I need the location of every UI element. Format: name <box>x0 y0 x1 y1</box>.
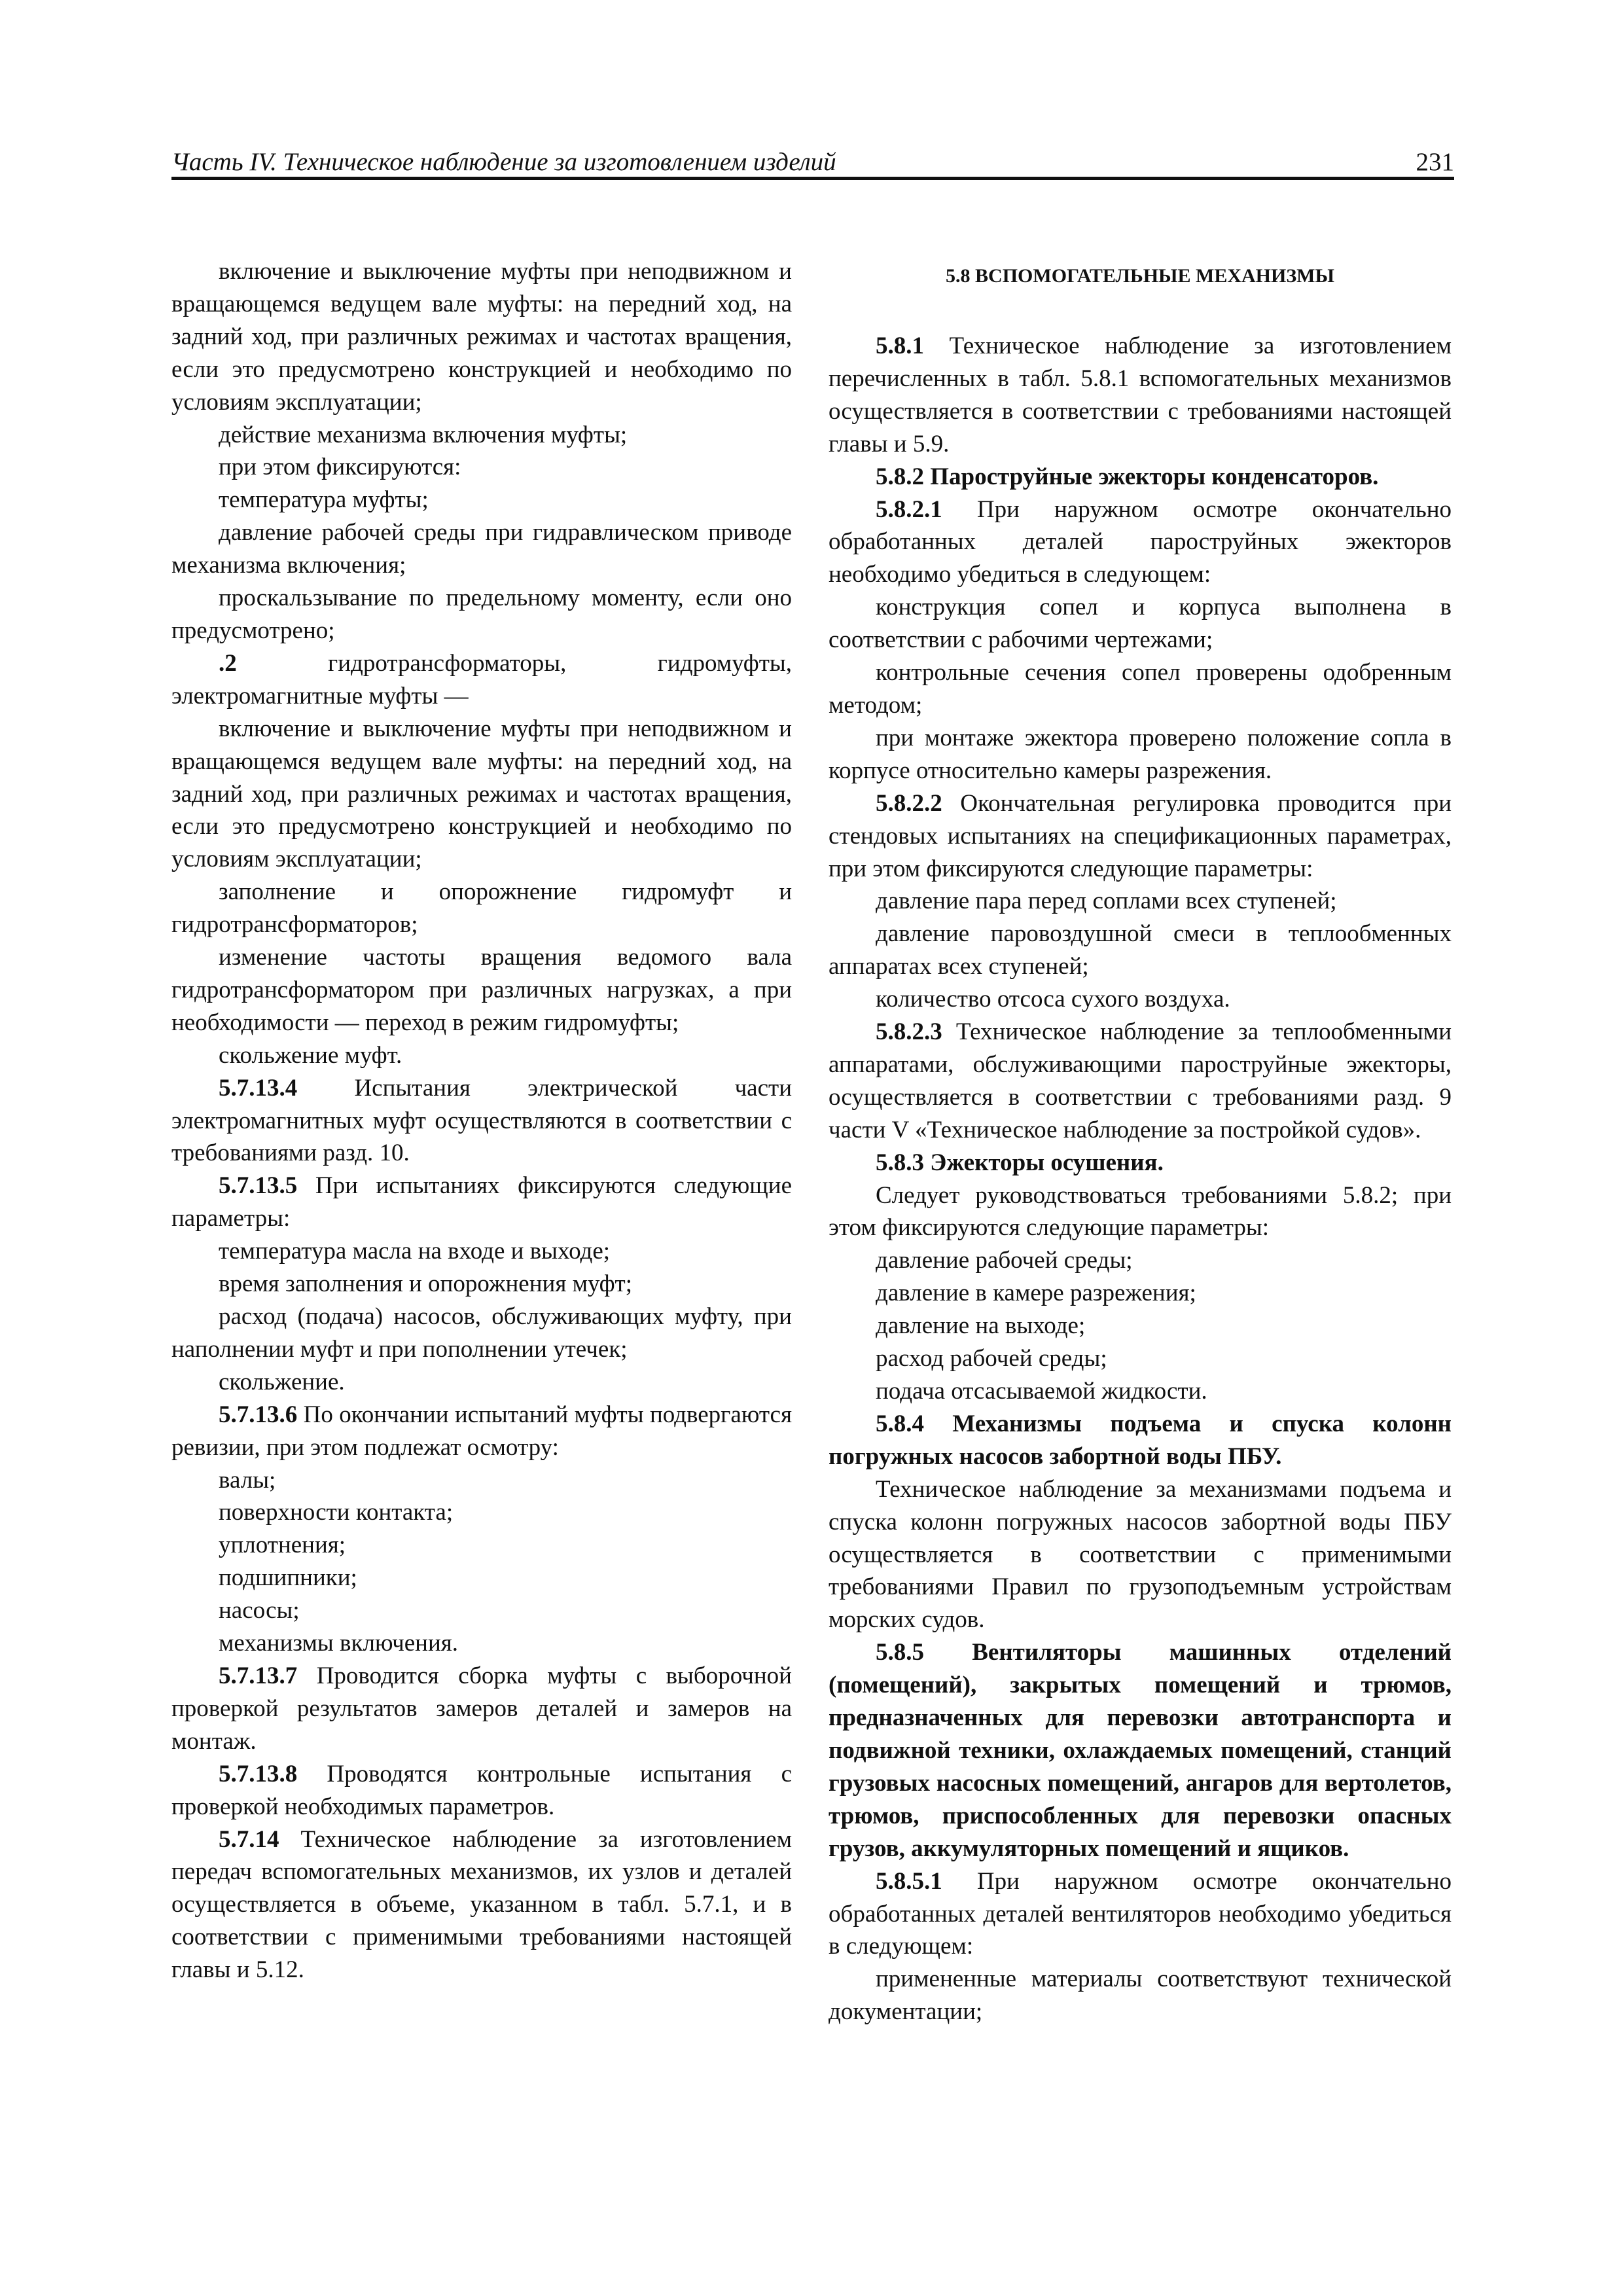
paragraph: Техническое наблюдение за механизмами подъема и спуска колонн погружных насосов забортной воды ПБУ осуществляется в соответствии с применимыми требованиями Правил по грузоподъемным устройствам морских судов. <box>829 1475 1452 1634</box>
page-number: 231 <box>1416 148 1454 176</box>
clause-number: 5.8.2.1 <box>876 495 942 523</box>
clause-number: 5.7.13.8 <box>219 1760 298 1787</box>
paragraph <box>829 1865 1452 1964</box>
paragraph: проскальзывание по предельному моменту, если оно предусмотрено; <box>171 584 792 644</box>
paragraph: уплотнения; <box>219 1532 346 1559</box>
clause-number: 5.7.14 <box>219 1825 279 1853</box>
paragraph <box>171 1660 792 1758</box>
clause-text: Техническое наблюдение за изготовлением передач вспомогательных механизмов, их узлов и деталей осуществляется в объеме, указанном в табл. 5.7.1, и в соответствии с применимыми требованиями настоящей главы и 5.12. <box>171 1825 792 1984</box>
paragraph <box>171 1823 792 1987</box>
clause-text: При наружном осмотре окончательно обработанных деталей вентиляторов необходимо убедиться в следующем: <box>829 1867 1452 1960</box>
paragraph <box>171 1399 792 1464</box>
paragraph <box>171 1758 792 1823</box>
paragraph: валы; <box>219 1466 276 1494</box>
paragraph: температура масла на входе и выходе; <box>219 1238 611 1265</box>
paragraph: давление паровоздушной смеси в теплообменных аппаратах всех ступеней; <box>829 920 1452 980</box>
right-column <box>829 255 1452 2028</box>
paragraph <box>829 787 1452 886</box>
clause-number: 5.8.5.1 <box>876 1867 942 1895</box>
clause-text: При испытаниях фиксируются следующие параметры: <box>171 1172 792 1232</box>
clause-number: 5.7.13.6 <box>219 1401 298 1428</box>
paragraph: давление рабочей среды; <box>876 1247 1133 1274</box>
paragraph: заполнение и опорожнение гидромуфт и гидротрансформаторов; <box>171 878 792 939</box>
paragraph: скольжение. <box>219 1368 345 1395</box>
paragraph: примененные материалы соответствуют технической документации; <box>829 1965 1452 2026</box>
clause-number: 5.7.13.5 <box>219 1172 298 1200</box>
paragraph: количество отсоса сухого воздуха. <box>876 986 1230 1013</box>
paragraph: механизмы включения. <box>219 1630 459 1657</box>
paragraph: при этом фиксируются: <box>219 454 461 481</box>
paragraph: давление на выходе; <box>876 1312 1086 1340</box>
clause-number: 5.7.13.7 <box>219 1662 298 1689</box>
paragraph: контрольные сечения сопел проверены одобренным методом; <box>829 659 1452 719</box>
header-title: Часть IV. Техническое наблюдение за изготовлением изделий <box>171 148 836 176</box>
clause-text: гидротрансформаторы, гидромуфты, электромагнитные муфты — <box>171 649 792 709</box>
paragraph <box>171 647 792 713</box>
subsection-heading: 5.8.3 Эжекторы осушения. <box>876 1149 1164 1176</box>
paragraph: при монтаже эжектора проверено положение сопла в корпусе относительно камеры разрежения. <box>829 724 1452 784</box>
paragraph <box>171 1072 792 1170</box>
clause-text: При наружном осмотре окончательно обработанных деталей пароструйных эжекторов необходимо убедиться в следующем: <box>829 495 1452 588</box>
paragraph: насосы; <box>219 1597 300 1624</box>
paragraph: температура муфты; <box>219 486 429 514</box>
paragraph: действие механизма включения муфты; <box>219 421 628 448</box>
paragraph: включение и выключение муфты при неподвижном и вращающемся ведущем вале муфты: на передний ход, на задний ход, при различных режимах и частотах вращения, если это предусмотрено конструкцией и необходимо по условиям эксплуатации; <box>171 715 792 873</box>
paragraph: подшипники; <box>219 1564 357 1592</box>
clause-text: Испытания электрической части электромагнитных муфт осуществляются в соответствии с требованиями разд. 10. <box>171 1074 792 1167</box>
subsection-heading: 5.8.2 Пароструйные эжекторы конденсаторов. <box>876 463 1379 490</box>
paragraph <box>829 330 1452 461</box>
clause-text: По окончании испытаний муфты подвергаются ревизии, при этом подлежат осмотру: <box>171 1401 792 1461</box>
paragraph <box>829 1016 1452 1147</box>
subsection-heading: 5.8.5 Вентиляторы машинных отделений (помещений), закрытых помещений и трюмов, предназначенных для перевозки автотранспорта и подвижной техники, охлаждаемых помещений, станций грузовых насосных помещений, ангаров для вертолетов, трюмов, приспособленных для перевозки опасных грузов, аккумуляторных помещений и ящиков. <box>829 1639 1452 1862</box>
clause-number: 5.8.2.3 <box>876 1018 942 1046</box>
subsection-heading: 5.8.4 Механизмы подъема и спуска колонн погружных насосов забортной воды ПБУ. <box>829 1410 1452 1470</box>
paragraph <box>829 493 1452 592</box>
paragraph: давление в камере разрежения; <box>876 1280 1196 1307</box>
clause-text: Окончательная регулировка проводится при стендовых испытаниях на спецификационных параметрах, при этом фиксируются следующие параметры: <box>829 789 1452 882</box>
clause-number: 5.7.13.4 <box>219 1074 298 1102</box>
clause-text: Проводится сборка муфты с выборочной проверкой результатов замеров деталей и замеров на монтаж. <box>171 1662 792 1755</box>
paragraph: включение и выключение муфты при неподвижном и вращающемся ведущем вале муфты: на передний ход, на задний ход, при различных режимах и частотах вращения, если это предусмотрено конструкцией и необходимо по условиям эксплуатации; <box>171 258 792 416</box>
paragraph: конструкция сопел и корпуса выполнена в соответствии с рабочими чертежами; <box>829 594 1452 654</box>
section-heading: 5.8 ВСПОМОГАТЕЛЬНЫЕ МЕХАНИЗМЫ <box>946 265 1334 287</box>
paragraph: изменение частоты вращения ведомого вала гидротрансформатором при различных нагрузках, а при необходимости — переход в режим гидромуфты; <box>171 944 792 1036</box>
left-column <box>171 255 792 1986</box>
paragraph: Следует руководствоваться требованиями 5.8.2; при этом фиксируются следующие параметры: <box>829 1181 1452 1242</box>
paragraph: давление рабочей среды при гидравлическом приводе механизма включения; <box>171 519 792 579</box>
paragraph: расход рабочей среды; <box>876 1345 1107 1372</box>
paragraph: подача отсасываемой жидкости. <box>876 1378 1207 1405</box>
paragraph <box>171 1170 792 1235</box>
header-rule <box>171 177 1454 180</box>
paragraph: скольжение муфт. <box>219 1041 402 1069</box>
clause-number: 5.8.2.2 <box>876 789 942 817</box>
clause-text: Техническое наблюдение за изготовлением перечисленных в табл. 5.8.1 вспомогательных механизмов осуществляется в соответствии с требованиями настоящей главы и 5.9. <box>829 332 1452 457</box>
paragraph: время заполнения и опорожнения муфт; <box>219 1270 632 1298</box>
clause-number: 5.8.1 <box>876 332 924 359</box>
clause-number: .2 <box>219 649 237 677</box>
paragraph: поверхности контакта; <box>219 1499 454 1526</box>
paragraph: давление пара перед соплами всех ступеней; <box>876 888 1337 915</box>
running-header <box>171 145 1454 179</box>
clause-text: Техническое наблюдение за теплообменными аппаратами, обслуживающими пароструйные эжекторы, осуществляется в соответствии с требованиями разд. 9 части V «Техническое наблюдение за постройкой судов». <box>829 1018 1452 1143</box>
clause-text: Проводятся контрольные испытания с проверкой необходимых параметров. <box>171 1760 792 1820</box>
paragraph: расход (подача) насосов, обслуживающих муфту, при наполнении муфт и при пополнении утечек; <box>171 1303 792 1363</box>
